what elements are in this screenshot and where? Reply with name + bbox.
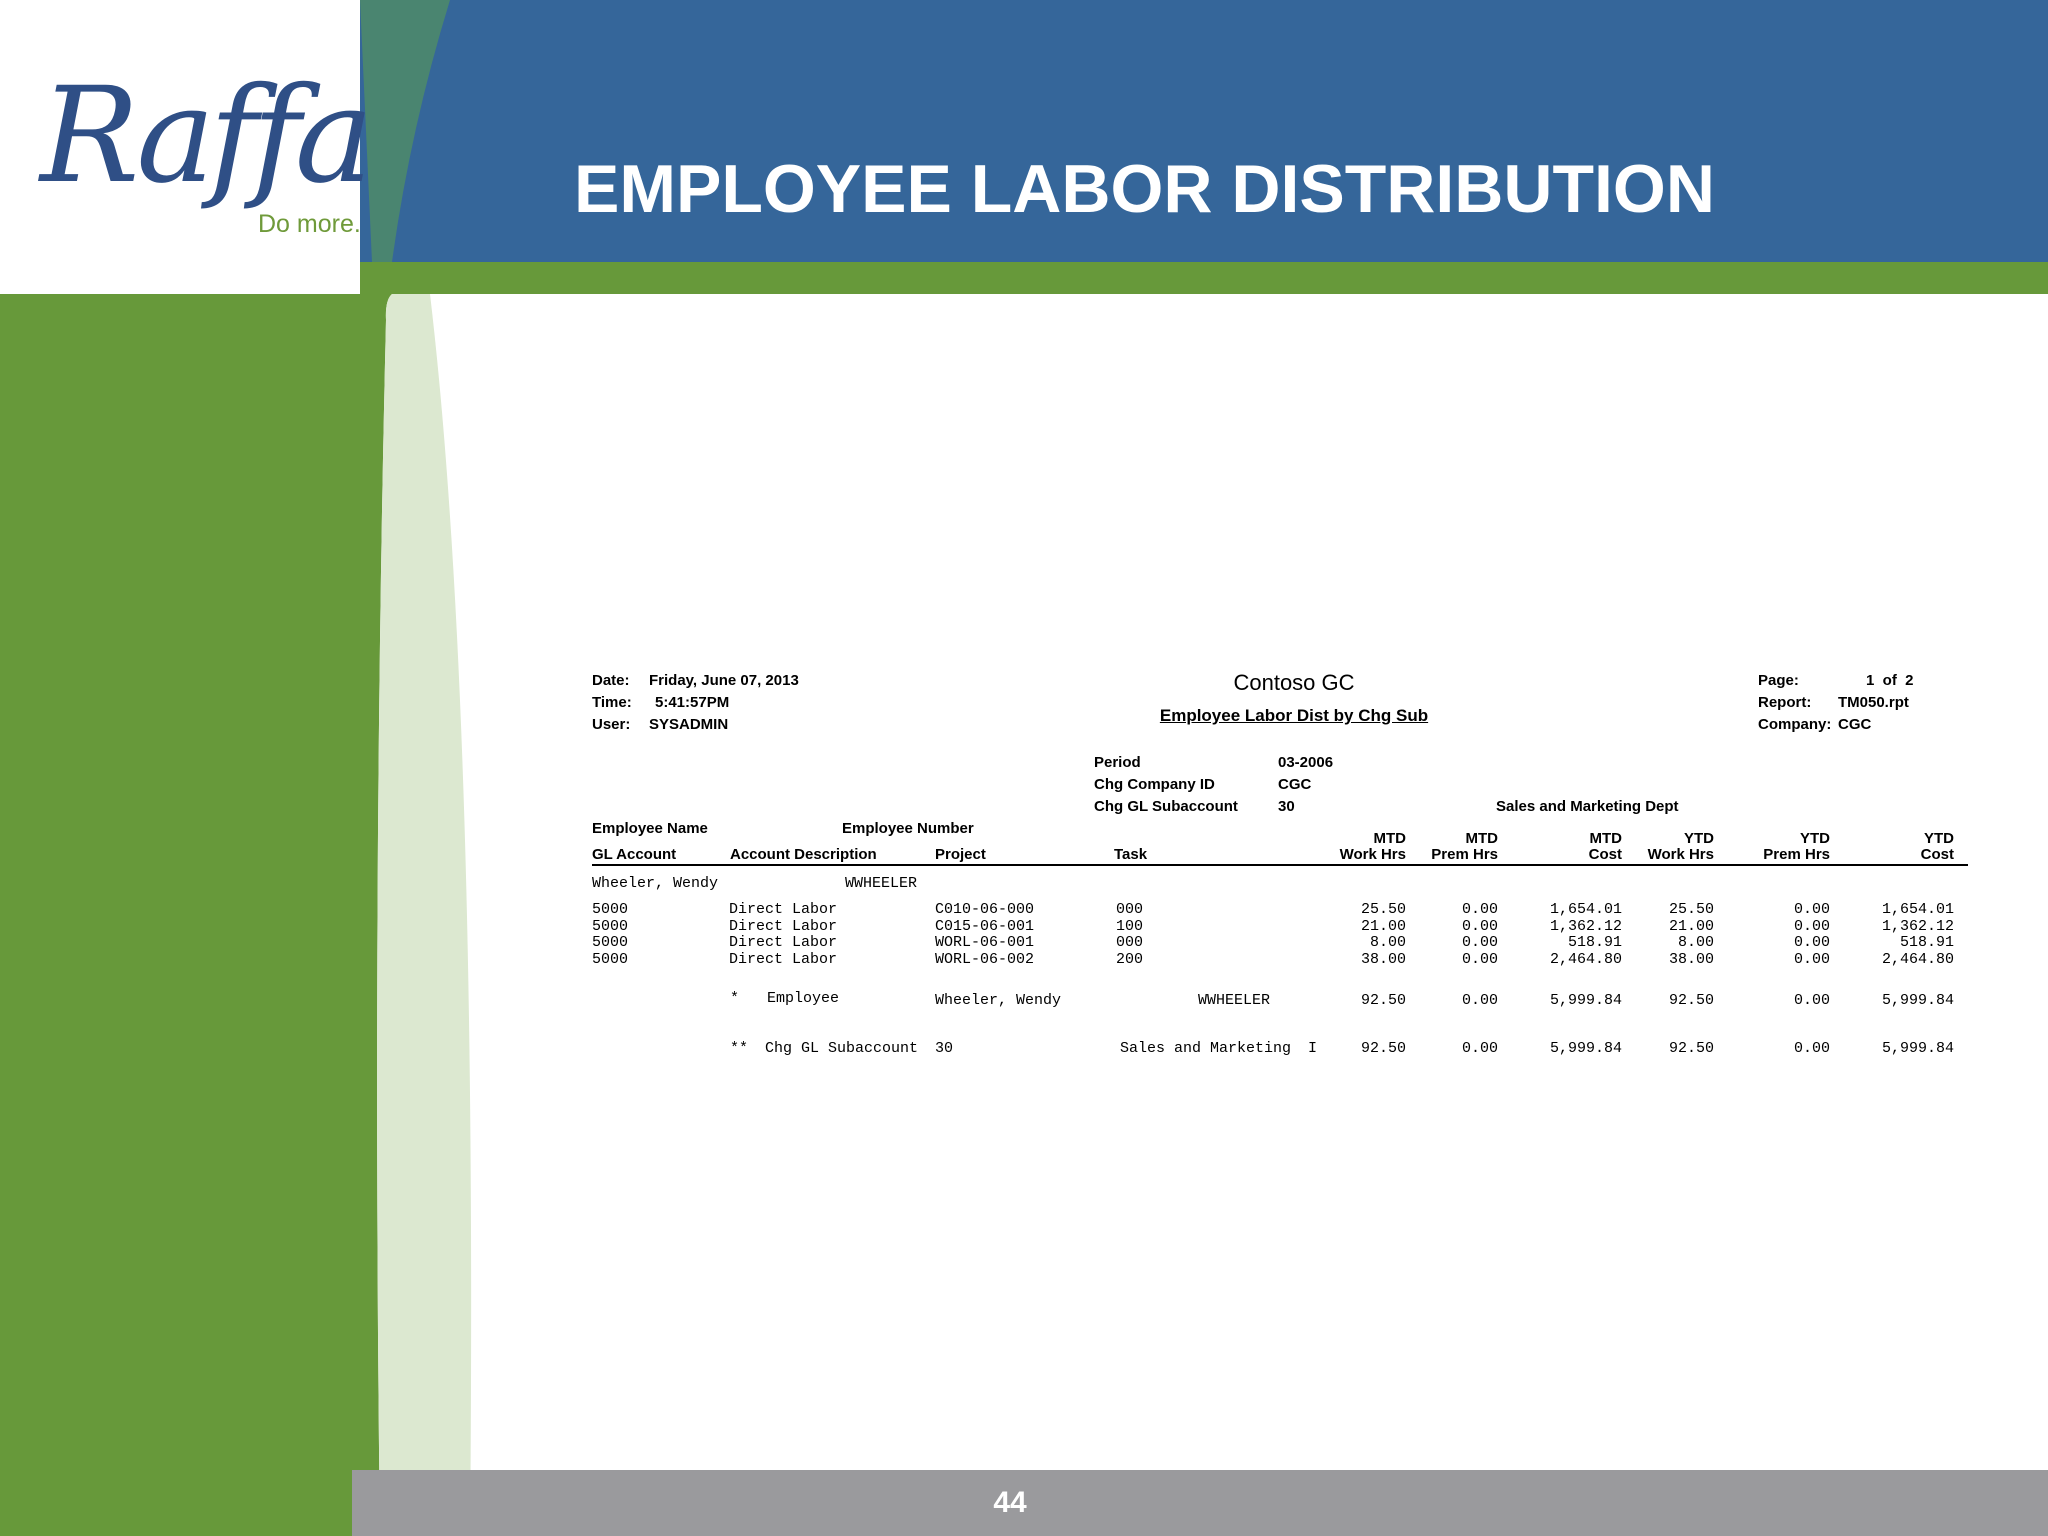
cell-ytd-work: 25.50	[1668, 901, 1714, 918]
col-account-description: Account Description	[730, 846, 877, 863]
col-ytd-cost-2: Cost	[1920, 846, 1954, 863]
chg-company-value: CGC	[1278, 776, 1312, 793]
col-ytd-prem-2: Prem Hrs	[1763, 846, 1830, 863]
period-label: Period	[1094, 754, 1141, 771]
report-label: Report:	[1758, 694, 1812, 711]
cell-task: 200	[1116, 950, 1144, 968]
cell-project: C015-06-001	[935, 917, 1035, 935]
cell-ytd-cost: 518.91	[1899, 934, 1954, 951]
cell-desc: Direct Labor	[729, 950, 838, 968]
cell-gl: 5000	[592, 950, 629, 968]
col-ytd-prem-1: YTD	[1800, 830, 1830, 847]
cell-mtd-prem: 0.00	[1461, 934, 1498, 951]
cell-mtd-work: 8.00	[1369, 934, 1406, 951]
col-ytd-work-1: YTD	[1684, 830, 1714, 847]
employee-total-name: Wheeler, Wendy	[935, 992, 1062, 1009]
cell-task: 100	[1116, 917, 1144, 935]
header-green-stripe	[360, 262, 2048, 294]
employee-total-mtd-prem: 0.00	[1461, 992, 1498, 1009]
employee-total-number: WWHEELER	[1198, 992, 1271, 1009]
col-ytd-work-2: Work Hrs	[1647, 846, 1714, 863]
cell-mtd-cost: 2,464.80	[1549, 950, 1622, 968]
subaccount-total-mtd-cost: 5,999.84	[1549, 1040, 1622, 1057]
company-name: Contoso GC	[1233, 670, 1355, 695]
user-value: SYSADMIN	[649, 716, 729, 733]
cell-ytd-prem: 0.00	[1793, 950, 1830, 968]
employee-name: Wheeler, Wendy	[592, 875, 719, 892]
col-ytd-cost-1: YTD	[1924, 830, 1954, 847]
logo-tagline: Do more.	[258, 210, 361, 238]
slide-title: EMPLOYEE LABOR DISTRIBUTION	[574, 151, 1715, 227]
employee-total-marker: *	[730, 990, 740, 1007]
subaccount-total-mtd-prem: 0.00	[1461, 1040, 1498, 1057]
col-mtd-cost-2: Cost	[1588, 846, 1622, 863]
chg-company-label: Chg Company ID	[1094, 776, 1215, 793]
time-value: 5:41:57PM	[655, 694, 730, 711]
employee-total-label: Employee	[767, 990, 840, 1007]
cell-ytd-prem: 0.00	[1793, 934, 1830, 951]
user-label: User:	[592, 716, 631, 733]
col-gl-account: GL Account	[592, 846, 677, 863]
employee-total-ytd-prem: 0.00	[1793, 992, 1830, 1009]
cell-mtd-cost: 1,362.12	[1549, 917, 1622, 935]
cell-task: 000	[1116, 934, 1144, 951]
cell-mtd-work: 21.00	[1360, 917, 1406, 935]
subaccount-total-ytd-prem: 0.00	[1793, 1040, 1830, 1057]
date-value: Friday, June 07, 2013	[649, 672, 799, 689]
col-mtd-cost-1: MTD	[1589, 830, 1622, 847]
cell-task: 000	[1116, 901, 1144, 918]
col-project: Project	[935, 846, 986, 863]
dept-name: Sales and Marketing Dept	[1496, 798, 1679, 815]
header-rule	[592, 864, 1968, 866]
cell-ytd-work: 8.00	[1677, 934, 1714, 951]
cell-desc: Direct Labor	[729, 934, 838, 951]
cell-project: WORL-06-002	[935, 950, 1035, 968]
page-value: 1 of 2	[1866, 672, 1914, 689]
cell-ytd-prem: 0.00	[1793, 901, 1830, 918]
time-label: Time:	[592, 694, 632, 711]
cell-desc: Direct Labor	[729, 901, 838, 918]
left-green-panel	[0, 294, 392, 1536]
col-mtd-work-2: Work Hrs	[1339, 846, 1406, 863]
cell-ytd-work: 38.00	[1668, 950, 1714, 968]
cell-ytd-cost: 1,362.12	[1881, 917, 1954, 935]
employee-total-mtd-work: 92.50	[1360, 992, 1406, 1009]
cell-gl: 5000	[592, 934, 629, 951]
cell-gl: 5000	[592, 901, 629, 918]
company-label: Company:	[1758, 716, 1832, 733]
page-label: Page:	[1758, 672, 1799, 689]
chg-gl-value: 30	[1278, 798, 1295, 815]
date-label: Date:	[592, 672, 630, 689]
subaccount-total-ytd-cost: 5,999.84	[1881, 1040, 1954, 1057]
report-title: Employee Labor Dist by Chg Sub	[1159, 706, 1429, 725]
cell-mtd-cost: 518.91	[1567, 934, 1622, 951]
employee-total-mtd-cost: 5,999.84	[1549, 992, 1622, 1009]
subaccount-total-label: Chg GL Subaccount	[765, 1040, 919, 1057]
employee-total-ytd-cost: 5,999.84	[1881, 992, 1954, 1009]
cell-mtd-prem: 0.00	[1461, 917, 1498, 935]
report-value: TM050.rpt	[1838, 694, 1909, 711]
company-value: CGC	[1838, 716, 1872, 733]
cell-mtd-cost: 1,654.01	[1549, 901, 1622, 918]
subaccount-total-trail: I	[1308, 1040, 1318, 1057]
col-task: Task	[1114, 846, 1148, 863]
cell-mtd-prem: 0.00	[1461, 950, 1498, 968]
col-mtd-prem-1: MTD	[1465, 830, 1498, 847]
cell-desc: Direct Labor	[729, 917, 838, 935]
cell-mtd-work: 38.00	[1360, 950, 1406, 968]
cell-gl: 5000	[592, 917, 629, 935]
subaccount-total-sub: 30	[935, 1040, 954, 1057]
cell-ytd-cost: 2,464.80	[1881, 950, 1954, 968]
slide-page-number: 44	[993, 1486, 1027, 1519]
raffa-logo: Raffa	[40, 59, 368, 213]
cell-mtd-work: 25.50	[1360, 901, 1406, 918]
col-mtd-prem-2: Prem Hrs	[1431, 846, 1498, 863]
cell-mtd-prem: 0.00	[1461, 901, 1498, 918]
subaccount-total-dept: Sales and Marketing	[1120, 1040, 1292, 1057]
cell-ytd-cost: 1,654.01	[1881, 901, 1954, 918]
cell-ytd-work: 21.00	[1668, 917, 1714, 935]
cell-project: C010-06-000	[935, 901, 1035, 918]
subaccount-total-ytd-work: 92.50	[1668, 1040, 1714, 1057]
cell-project: WORL-06-001	[935, 934, 1035, 951]
chg-gl-label: Chg GL Subaccount	[1094, 798, 1238, 815]
employee-total-ytd-work: 92.50	[1668, 992, 1714, 1009]
employee-number: WWHEELER	[845, 875, 918, 892]
subaccount-total-mtd-work: 92.50	[1360, 1040, 1406, 1057]
col-employee-name: Employee Name	[592, 820, 708, 837]
col-mtd-work-1: MTD	[1373, 830, 1406, 847]
cell-ytd-prem: 0.00	[1793, 917, 1830, 935]
subaccount-total-marker: **	[730, 1040, 749, 1057]
period-value: 03-2006	[1278, 754, 1334, 771]
col-employee-number: Employee Number	[842, 820, 974, 837]
footer-band	[352, 1470, 2048, 1536]
